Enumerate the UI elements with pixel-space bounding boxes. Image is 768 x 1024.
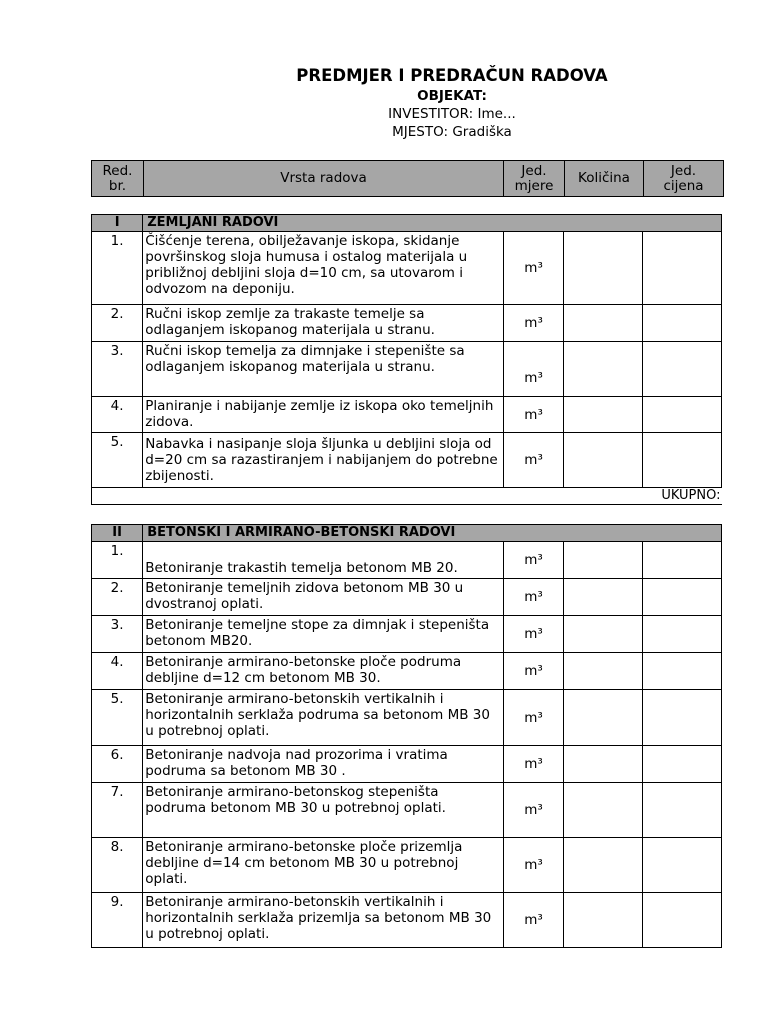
section-heading-row	[92, 525, 722, 542]
item-description: Betoniranje temeljnih zidova betonom MB 30 u dvostranoj oplati.	[143, 579, 504, 616]
column-header-table	[91, 160, 724, 197]
item-number: 2.	[92, 305, 143, 342]
mjesto-label: MJESTO: Gradiška	[392, 124, 512, 140]
item-price-cell[interactable]	[642, 232, 721, 305]
document-title: PREDMJER I PREDRAČUN RADOVA	[296, 66, 608, 85]
table-row	[92, 616, 722, 653]
item-number: 8.	[92, 838, 143, 893]
item-quantity-cell[interactable]	[564, 342, 642, 397]
item-description: Planiranje i nabijanje zemlje iz iskopa oko temeljnih zidova.	[143, 397, 504, 433]
item-price-cell[interactable]	[642, 342, 721, 397]
item-unit: m³	[503, 783, 563, 838]
item-number: 2.	[92, 579, 143, 616]
item-quantity-cell[interactable]	[564, 579, 642, 616]
item-unit: m³	[503, 893, 563, 948]
item-number: 1.	[92, 232, 143, 305]
item-unit: m³	[503, 746, 563, 783]
item-quantity-cell[interactable]	[564, 232, 642, 305]
section-table-1	[91, 214, 722, 505]
col-header-qty: Količina	[565, 161, 644, 197]
item-unit: m³	[503, 838, 563, 893]
item-description: Betoniranje armirano-betonskog stepeništa podruma betonom MB 30 u potrebnoj oplati.	[143, 783, 504, 838]
item-price-cell[interactable]	[642, 397, 721, 433]
table-row	[92, 433, 722, 488]
item-number: 6.	[92, 746, 143, 783]
col-header-price-label: Jed. cijena	[663, 162, 704, 194]
item-price-cell[interactable]	[642, 579, 721, 616]
item-unit: m³	[503, 397, 563, 433]
item-price-cell[interactable]	[642, 690, 721, 746]
item-description: Čišćenje terena, obilježavanje iskopa, skidanje površinskog sloja humusa i ostalog materijala u približnoj debljini sloja d=10 cm, sa utovarom i odvozom na deponiju.	[143, 232, 504, 305]
item-unit: m³	[503, 305, 563, 342]
table-row	[92, 838, 722, 893]
table-row	[92, 783, 722, 838]
table-row	[92, 579, 722, 616]
item-description: Betoniranje armirano-betonske ploče podruma debljine d=12 cm betonom MB 30.	[143, 653, 504, 690]
item-price-cell[interactable]	[642, 838, 721, 893]
item-quantity-cell[interactable]	[564, 838, 642, 893]
item-price-cell[interactable]	[642, 542, 721, 579]
item-description: Betoniranje temeljne stope za dimnjak i stepeništa betonom MB20.	[143, 616, 504, 653]
item-unit: m³	[503, 653, 563, 690]
item-description: Ručni iskop temelja za dimnjake i stepenište sa odlaganjem iskopanog materijala u stranu.	[143, 342, 504, 397]
item-quantity-cell[interactable]	[564, 305, 642, 342]
item-description: Nabavka i nasipanje sloja šljunka u debljini sloja od d=20 cm sa razastiranjem i nabijanjem do potrebne zbijenosti.	[143, 433, 504, 488]
item-unit: m³	[503, 342, 563, 397]
table-row	[92, 397, 722, 433]
column-header-row	[92, 161, 724, 197]
section-name: ZEMLJANI RADOVI	[143, 215, 722, 232]
item-quantity-cell[interactable]	[564, 542, 642, 579]
table-row	[92, 342, 722, 397]
item-number: 4.	[92, 653, 143, 690]
item-number: 9.	[92, 893, 143, 948]
col-header-price	[644, 161, 724, 197]
item-price-cell[interactable]	[642, 305, 721, 342]
item-unit: m³	[503, 433, 563, 488]
col-header-unit-label: Jed. mjere	[514, 162, 554, 194]
item-quantity-cell[interactable]	[564, 616, 642, 653]
item-number: 7.	[92, 783, 143, 838]
item-quantity-cell[interactable]	[564, 746, 642, 783]
objekat-label: OBJEKAT:	[417, 88, 487, 104]
item-description: Betoniranje nadvoja nad prozorima i vratima podruma sa betonom MB 30 .	[143, 746, 504, 783]
section-number: II	[92, 525, 143, 542]
item-description: Betoniranje armirano-betonske ploče prizemlja debljine d=14 cm betonom MB 30 u potrebnoj oplati.	[143, 838, 504, 893]
item-unit: m³	[503, 232, 563, 305]
col-header-nr	[92, 161, 144, 197]
item-price-cell[interactable]	[642, 893, 721, 948]
col-header-nr-label: Red. br.	[102, 162, 133, 194]
item-description: Betoniranje armirano-betonskih vertikalnih i horizontalnih serklaža podruma sa betonom MB 30 u potrebnoj oplati.	[143, 690, 504, 746]
table-row	[92, 232, 722, 305]
table-row	[92, 893, 722, 948]
item-quantity-cell[interactable]	[564, 783, 642, 838]
section-heading-row	[92, 215, 722, 232]
item-quantity-cell[interactable]	[564, 397, 642, 433]
item-price-cell[interactable]	[642, 616, 721, 653]
total-label: UKUPNO:	[92, 488, 722, 505]
table-row	[92, 305, 722, 342]
item-number: 5.	[92, 433, 143, 488]
table-row	[92, 653, 722, 690]
item-description: Betoniranje trakastih temelja betonom MB 20.	[143, 542, 504, 579]
total-row	[92, 488, 722, 505]
item-quantity-cell[interactable]	[564, 653, 642, 690]
item-quantity-cell[interactable]	[564, 893, 642, 948]
item-quantity-cell[interactable]	[564, 433, 642, 488]
table-row	[92, 542, 722, 579]
item-unit: m³	[503, 616, 563, 653]
item-quantity-cell[interactable]	[564, 690, 642, 746]
section-table-2	[91, 524, 722, 948]
table-row	[92, 746, 722, 783]
item-description: Betoniranje armirano-betonskih vertikalnih i horizontalnih serklaža prizemlja sa betonom MB 30 u potrebnoj oplati.	[143, 893, 504, 948]
item-number: 3.	[92, 616, 143, 653]
item-price-cell[interactable]	[642, 653, 721, 690]
section-name: BETONSKI I ARMIRANO-BETONSKI RADOVI	[143, 525, 722, 542]
table-row	[92, 690, 722, 746]
item-number: 1.	[92, 542, 143, 579]
item-unit: m³	[503, 690, 563, 746]
item-price-cell[interactable]	[642, 783, 721, 838]
section-number: I	[92, 215, 143, 232]
item-price-cell[interactable]	[642, 746, 721, 783]
item-unit: m³	[503, 579, 563, 616]
item-price-cell[interactable]	[642, 433, 721, 488]
item-number: 3.	[92, 342, 143, 397]
item-unit: m³	[503, 542, 563, 579]
item-number: 4.	[92, 397, 143, 433]
col-header-unit	[504, 161, 565, 197]
item-description: Ručni iskop zemlje za trakaste temelje sa odlaganjem iskopanog materijala u stranu.	[143, 305, 504, 342]
investitor-label: INVESTITOR: Ime...	[388, 106, 516, 122]
col-header-desc: Vrsta radova	[144, 161, 504, 197]
item-number: 5.	[92, 690, 143, 746]
